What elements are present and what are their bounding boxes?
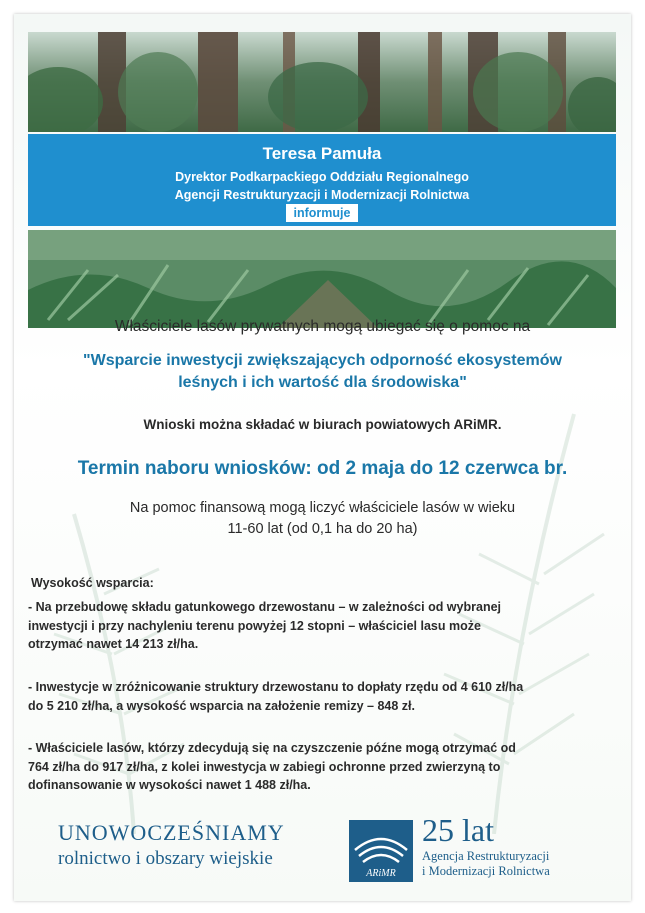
support-p2-line2: do 5 210 zł/ha, a wysokość wsparcia na założenie remizy – 848 zł. [28, 698, 415, 713]
program-name-line1: "Wsparcie inwestycji zwiększających odporność ekosystemów [83, 352, 562, 369]
eligibility-text [14, 498, 631, 540]
agency-line1: Agencja Restrukturyzacji [422, 849, 550, 863]
intro-text: Właściciele lasów prywatnych mogą ubiegać się o pomoc na [114, 318, 531, 335]
support-paragraph-3 [28, 739, 618, 795]
agency-name: Agencji Restrukturyzacji i Modernizacji Rolnictwa [174, 188, 470, 202]
logo-text: ARiMR [366, 868, 396, 879]
informs-label: informuje [286, 204, 359, 222]
program-name [14, 350, 631, 394]
support-paragraph-2 [28, 678, 618, 715]
program-name-line2: leśnych i ich wartość dla środowiska" [178, 374, 467, 391]
director-title: Dyrektor Podkarpackiego Oddziału Regionalnego [175, 170, 469, 184]
director-name: Teresa Pamuła [262, 144, 382, 163]
fern-photo [28, 230, 616, 328]
support-title: Wysokość wsparcia: [31, 576, 154, 590]
agency-line2: i Modernizacji Rolnictwa [422, 864, 550, 878]
support-p3-line1: - Właściciele lasów, którzy zdecydują się na czyszczenie późne mogą otrzymać od [28, 741, 516, 755]
support-p2-line1: - Inwestycje w zróżnicowanie struktury drzewostanu to dopłaty rzędu od 4 610 zł/ha [28, 680, 524, 694]
eligibility-line2: 11-60 lat (od 0,1 ha do 20 ha) [227, 521, 418, 537]
anniversary-number: 25 lat [422, 812, 494, 848]
arimr-logo-icon [349, 820, 413, 882]
footer-slogan [58, 820, 285, 870]
header-banner [28, 134, 616, 226]
support-p1-line2: inwestycji i przy nachyleniu terenu powyżej 12 stopni – właściciel lasu może [28, 618, 481, 633]
support-p1-line3: otrzymać nawet 14 213 zł/ha. [28, 637, 199, 651]
support-paragraph-1 [28, 598, 618, 654]
offices-info: Wnioski można składać w biurach powiatowych ARiMR. [143, 417, 502, 432]
deadline-heading: Termin naboru wniosków: od 2 maja do 12 czerwca br. [77, 458, 568, 479]
slogan-line1: UNOWOCZEŚNIAMY [58, 820, 285, 845]
support-p3-line3: dofinansowanie w wysokości nawet 1 488 zł/ha. [28, 778, 311, 792]
forest-photo-top [28, 32, 616, 132]
support-p3-line2: 764 zł/ha do 917 zł/ha, z kolei inwestycja w zabiegi ochronne przed zwierzyną to [28, 759, 501, 774]
support-p1-line1: - Na przebudowę składu gatunkowego drzewostanu – w zależności od wybranej [28, 600, 501, 614]
eligibility-line1: Na pomoc finansową mogą liczyć właściciele lasów w wieku [129, 500, 516, 516]
slogan-line2: rolnictwo i obszary wiejskie [58, 848, 273, 869]
poster-sheet [14, 14, 631, 901]
anniversary-block [422, 812, 550, 879]
